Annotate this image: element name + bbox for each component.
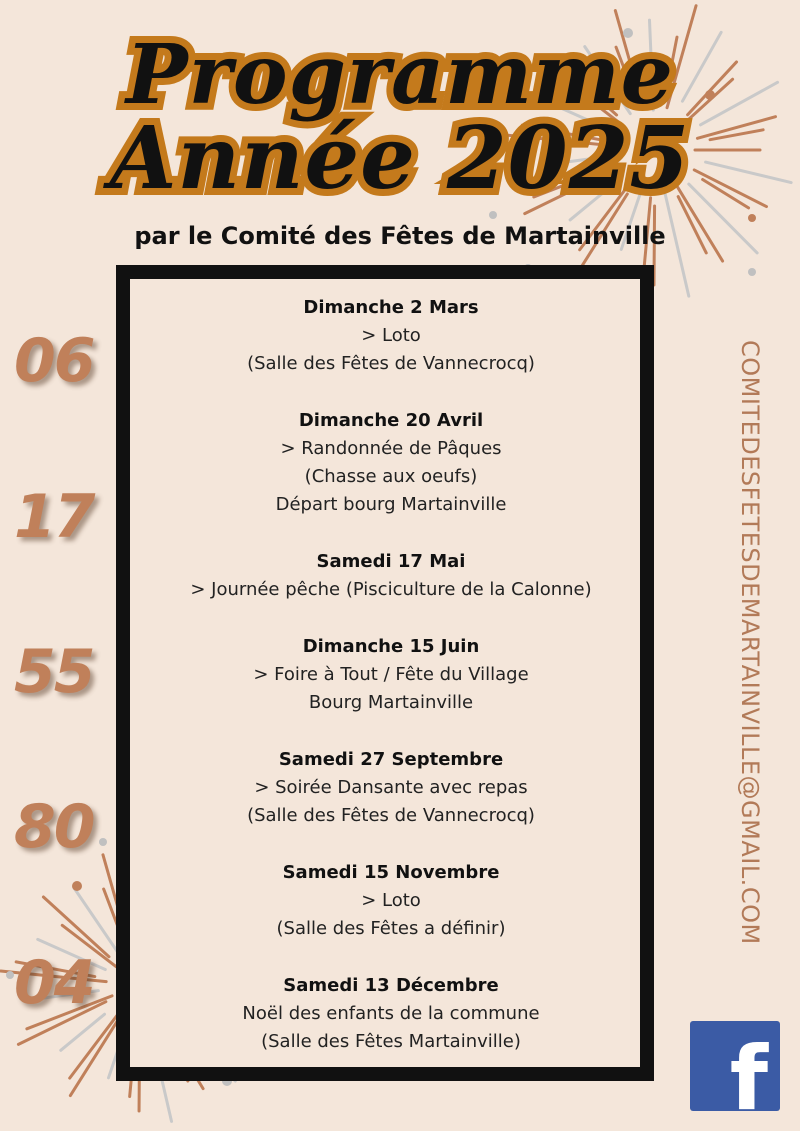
event-detail: (Salle des Fêtes de Vannecrocq) <box>247 805 535 826</box>
postal-code: 80 <box>14 792 94 862</box>
postal-code: 17 <box>14 482 94 552</box>
event-date: Dimanche 2 Mars <box>303 297 479 318</box>
event-date: Samedi 13 Décembre <box>283 975 499 996</box>
event-detail: Bourg Martainville <box>308 692 474 713</box>
confetti-dot <box>99 838 107 846</box>
postal-code: 55 <box>14 637 94 707</box>
event-date: Samedi 15 Novembre <box>282 862 500 883</box>
confetti-dot <box>748 268 756 276</box>
event-detail: > Loto <box>361 890 421 911</box>
confetti-dot <box>72 881 82 891</box>
event-item <box>126 294 656 378</box>
page-title-line1: Programme <box>126 27 674 123</box>
event-detail: Départ bourg Martainville <box>275 494 507 515</box>
page-title-line2: Année 2025 <box>109 108 691 209</box>
event-detail: (Salle des Fêtes a définir) <box>276 918 506 939</box>
confetti-dot <box>748 214 756 222</box>
event-item <box>126 972 656 1056</box>
event-list <box>126 294 656 1056</box>
event-detail: (Salle des Fêtes de Vannecrocq) <box>247 353 535 374</box>
event-detail: (Chasse aux oeufs) <box>304 466 478 487</box>
contact-email[interactable]: COMITEDESFETESDEMARTAINVILLE@GMAIL.COM <box>736 340 764 945</box>
event-item <box>126 633 656 717</box>
event-item <box>126 548 656 604</box>
event-item <box>126 859 656 943</box>
facebook-f-glyph: f <box>729 1027 768 1111</box>
event-date: Dimanche 15 Juin <box>302 636 480 657</box>
confetti-dot <box>489 211 497 219</box>
event-detail: > Foire à Tout / Fête du Village <box>253 664 529 685</box>
event-item <box>126 746 656 830</box>
event-detail: (Salle des Fêtes Martainville) <box>261 1031 521 1052</box>
event-detail: > Journée pêche (Pisciculture de la Calonne) <box>190 579 592 600</box>
event-detail: > Loto <box>361 325 421 346</box>
event-date: Samedi 27 Septembre <box>278 749 504 770</box>
facebook-icon[interactable] <box>690 1021 780 1111</box>
event-detail: Noël des enfants de la commune <box>242 1003 540 1024</box>
firework-ray <box>706 162 792 182</box>
firework-ray <box>70 1021 117 1096</box>
event-date: Samedi 17 Mai <box>316 551 466 572</box>
event-date: Dimanche 20 Avril <box>298 410 484 431</box>
postal-code: 04 <box>14 948 94 1018</box>
page-subtitle: par le Comité des Fêtes de Martainville <box>134 222 666 250</box>
postal-code: 06 <box>14 326 94 396</box>
confetti-dot <box>6 971 14 979</box>
event-item <box>126 407 656 519</box>
event-detail: > Soirée Dansante avec repas <box>254 777 528 798</box>
event-detail: > Randonnée de Pâques <box>280 438 502 459</box>
